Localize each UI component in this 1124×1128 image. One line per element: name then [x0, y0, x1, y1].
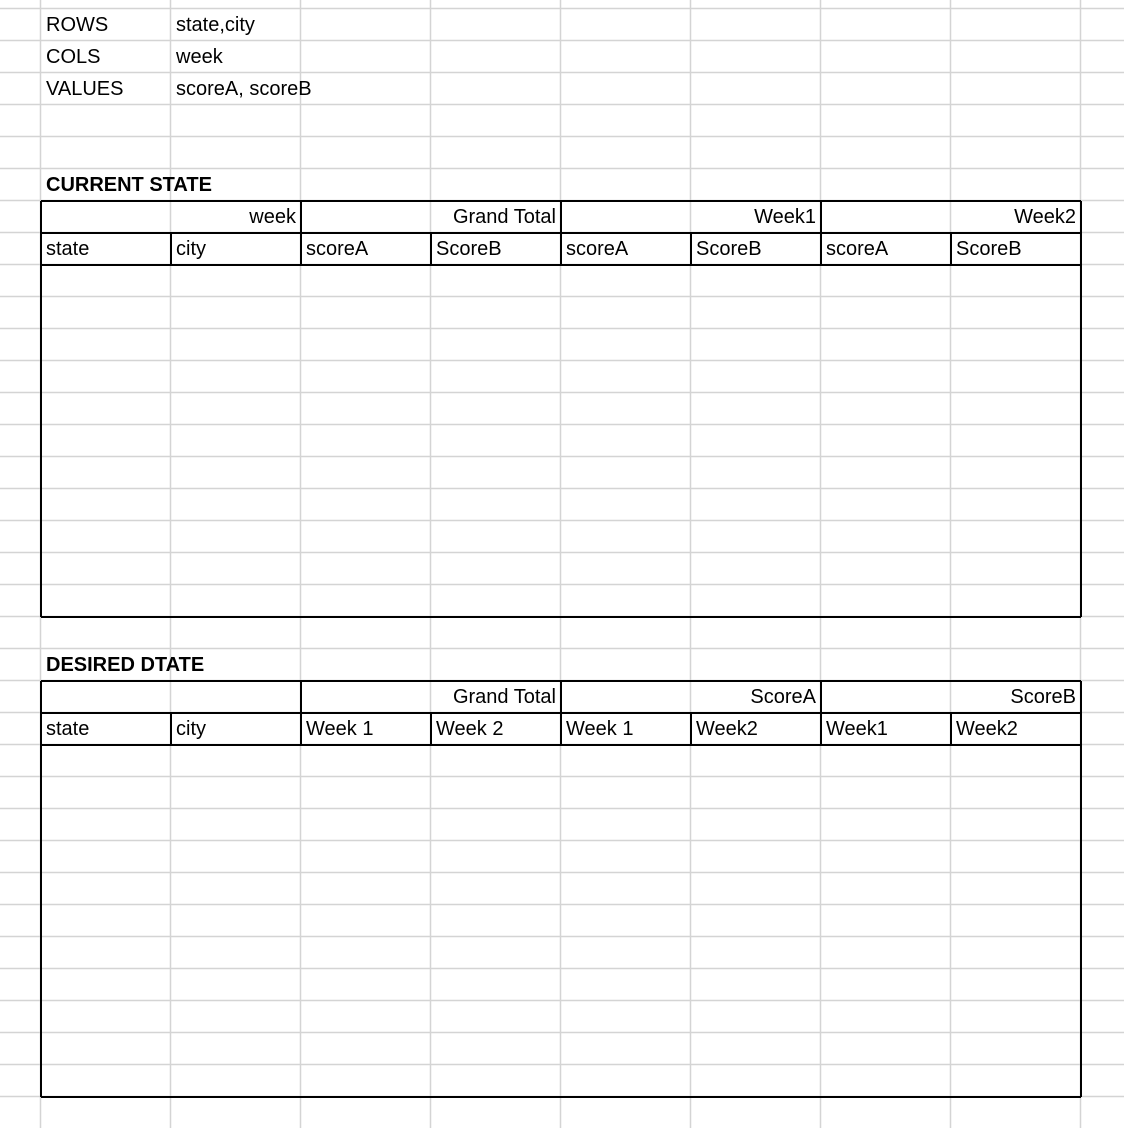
desired-state-title[interactable]: DESIRED DTATE [46, 654, 205, 676]
ds-col-gt-week2[interactable]: Week 2 [436, 718, 504, 740]
ds-header-scorea[interactable]: ScoreA [750, 686, 816, 708]
ds-col-gt-week1[interactable]: Week 1 [306, 718, 374, 740]
cs-header-week[interactable]: week [249, 206, 296, 228]
ds-col-scorea-week1[interactable]: Week 1 [566, 718, 634, 740]
cs-col-state[interactable]: state [46, 238, 90, 260]
ds-col-scoreb-week2[interactable]: Week2 [956, 718, 1018, 740]
cs-header-grand-total[interactable]: Grand Total [452, 206, 556, 228]
ds-header-grand-total[interactable]: Grand Total [452, 686, 556, 708]
cs-col-gt-scoreb[interactable]: ScoreB [436, 238, 502, 260]
cols-value[interactable]: week [176, 46, 223, 68]
cs-col-w2-scorea[interactable]: scoreA [826, 238, 889, 260]
values-value[interactable]: scoreA, scoreB [176, 78, 312, 100]
values-label[interactable]: VALUES [46, 78, 124, 100]
cs-header-week2[interactable]: Week2 [1014, 206, 1076, 228]
ds-col-scoreb-week1[interactable]: Week1 [826, 718, 888, 740]
ds-header-scoreb[interactable]: ScoreB [1010, 686, 1076, 708]
cols-label[interactable]: COLS [46, 46, 101, 68]
cs-col-w2-scoreb[interactable]: ScoreB [956, 238, 1022, 260]
cs-col-city[interactable]: city [176, 238, 206, 260]
cs-col-gt-scorea[interactable]: scoreA [306, 238, 369, 260]
cs-header-week1[interactable]: Week1 [754, 206, 816, 228]
cs-col-w1-scoreb[interactable]: ScoreB [696, 238, 762, 260]
ds-col-city[interactable]: city [176, 718, 206, 740]
current-state-title[interactable]: CURRENT STATE [46, 174, 212, 196]
cs-col-w1-scorea[interactable]: scoreA [566, 238, 629, 260]
rows-value[interactable]: state,city [176, 14, 255, 36]
ds-col-state[interactable]: state [46, 718, 90, 740]
ds-col-scorea-week2[interactable]: Week2 [696, 718, 758, 740]
rows-label[interactable]: ROWS [46, 14, 109, 36]
